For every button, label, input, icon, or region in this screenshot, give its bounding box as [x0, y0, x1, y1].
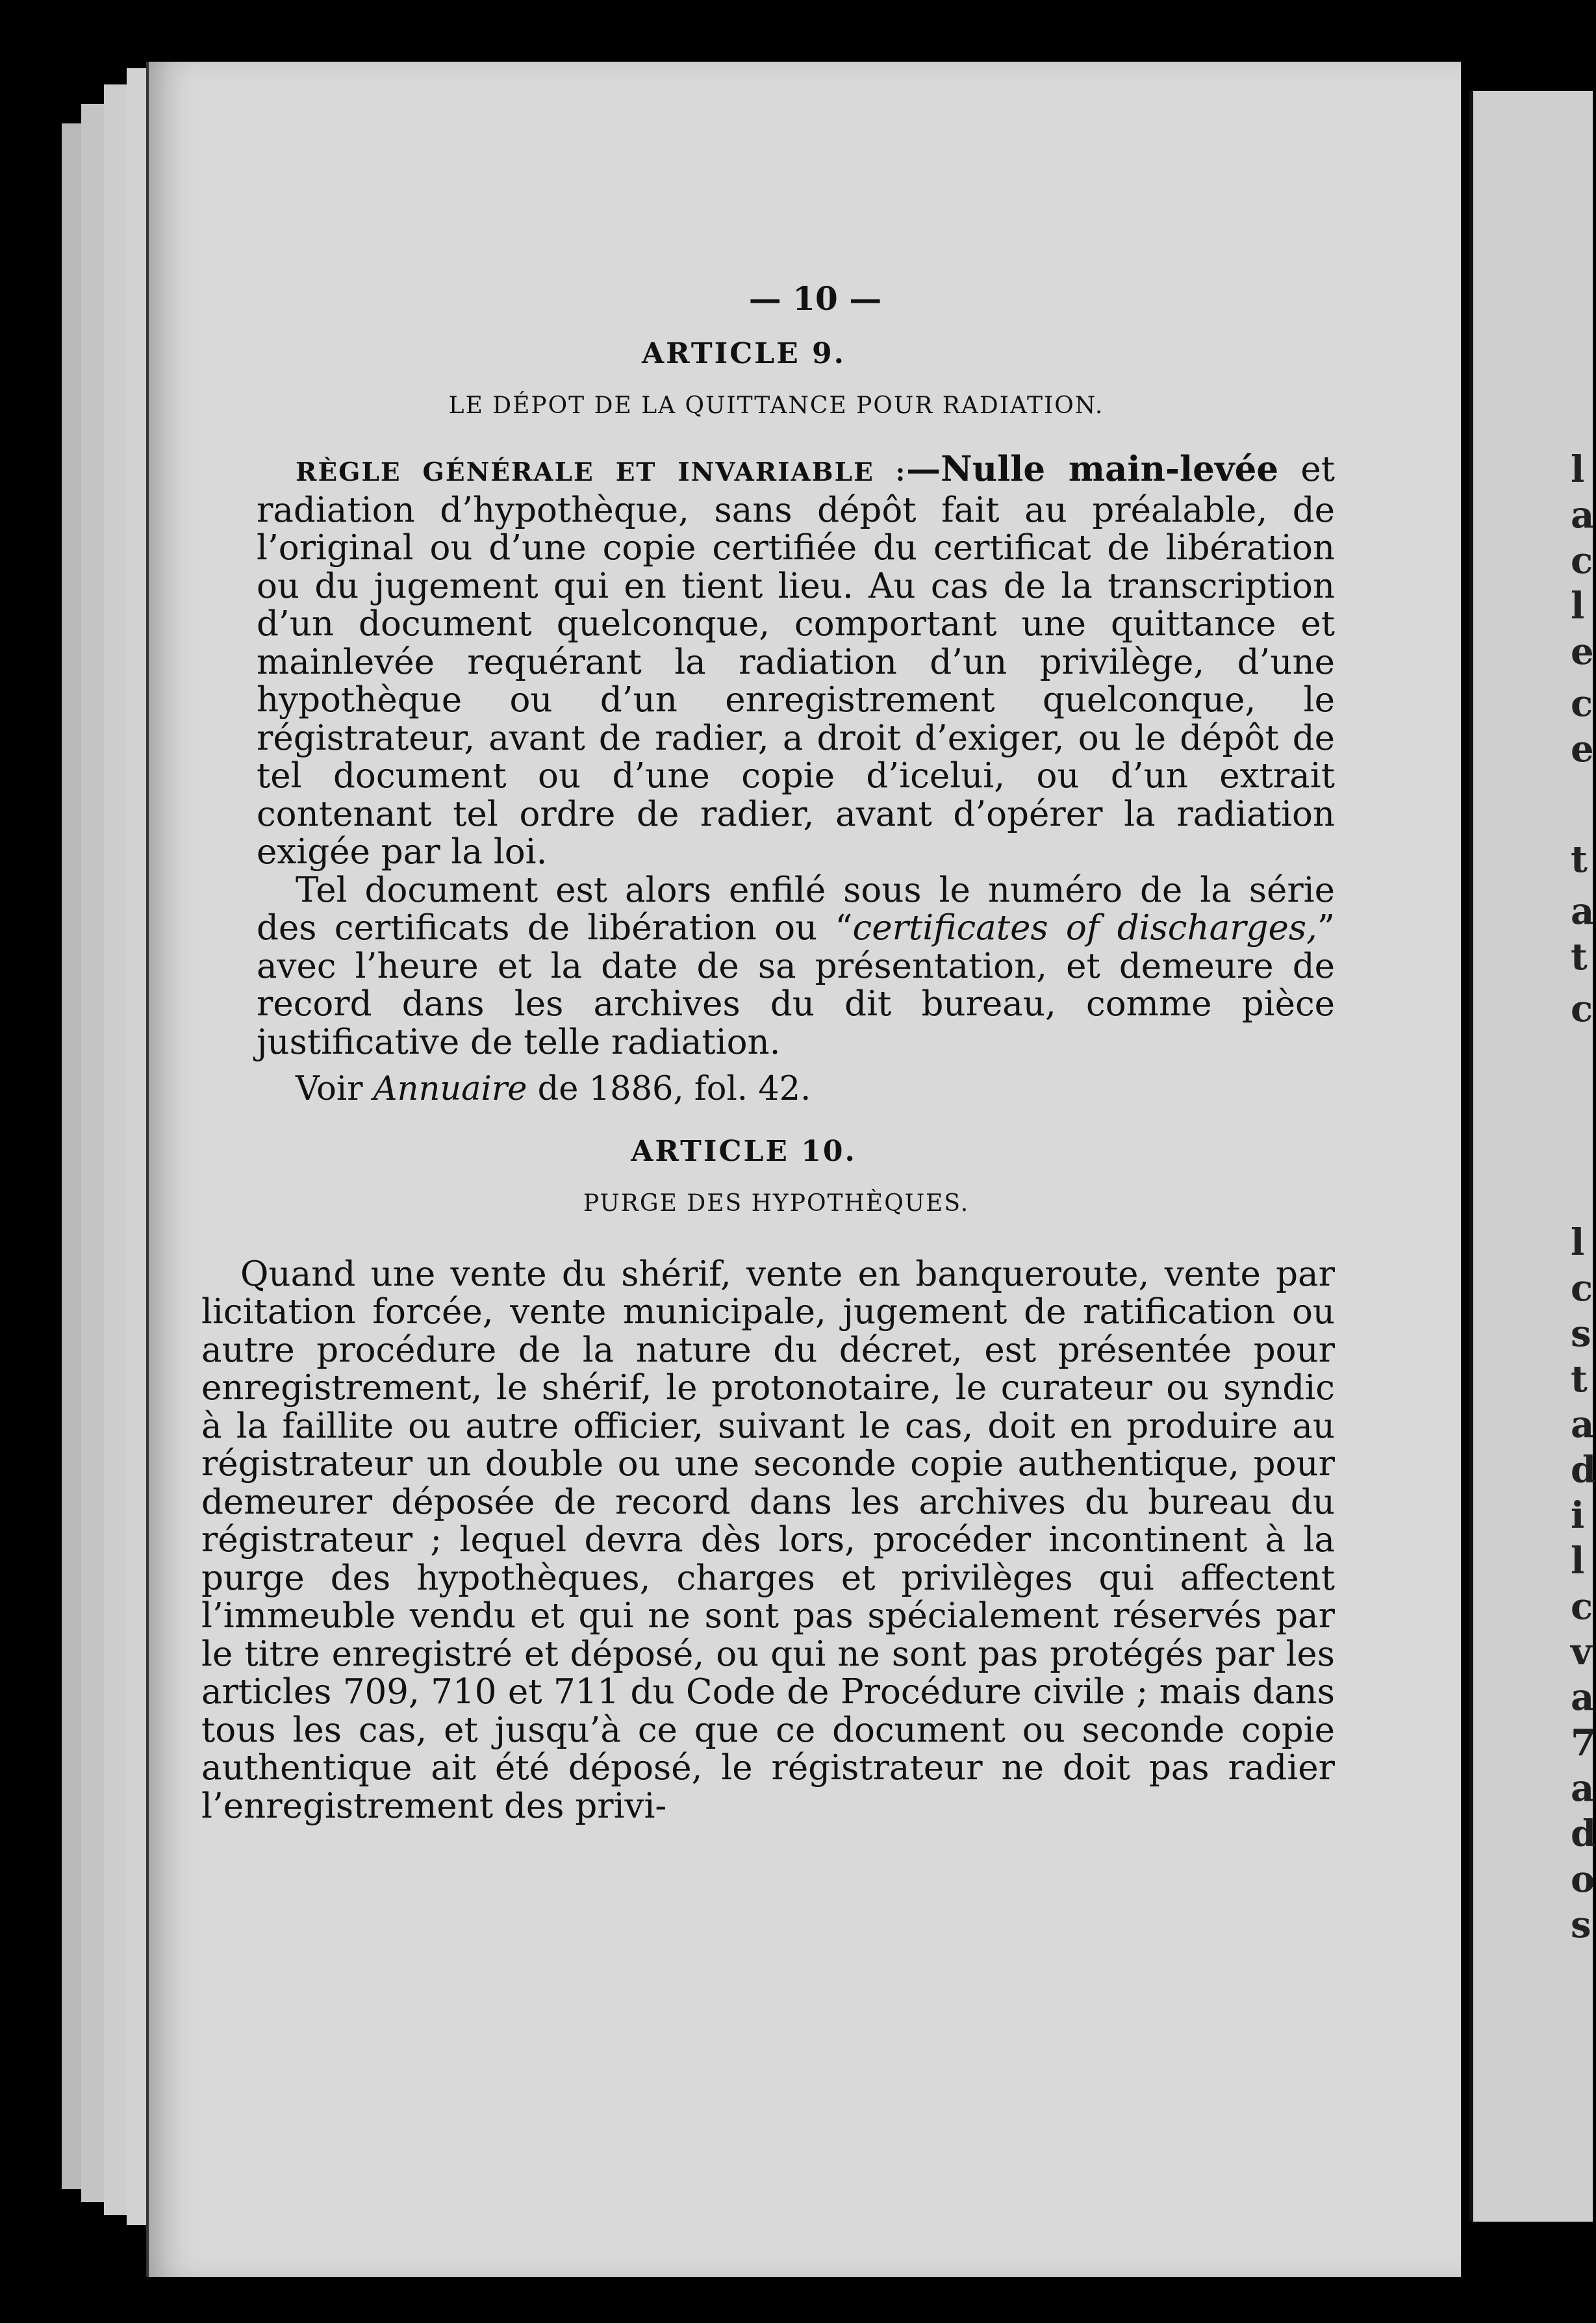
article-9-paragraph-2	[257, 872, 1335, 1062]
article-9-heading: ARTICLE 9.	[641, 337, 846, 370]
article-10-paragraph-1: Quand une vente du shérif, vente en banqueroute, vente par licitation forcée, vente municipale, jugement de ratification ou autre procédure de la nature du décret, est présentée pour enregistrement, le shérif, le protonotaire, le curateur ou syndic à la faillite ou autre officier, suivant le cas, doit en produire au régistrateur un double ou une seconde copie authentique, pour demeurer déposée de record dans les archives du bureau du régistrateur ; lequel devra dès lors, procéder incontinent à la purge des hypothèques, charges et privilèges qui affectent l’immeuble vendu et qui ne sont pas spécialement réservés par le titre enregistré et déposé, ou qui ne sont pas protégés par les articles 709, 710 et 711 du Code de Procédure civile ; mais dans tous les cas, et jusqu’à ce que ce document ou seconde copie authentique ait été déposé, le régistrateur ne doit pas radier l’enregistrement des privi-	[201, 1254, 1335, 1826]
adjacent-page-fragment: i	[1571, 1494, 1585, 1537]
adjacent-page-fragment: s	[1571, 1312, 1591, 1355]
rule-text-bold: —Nulle main-levée	[906, 449, 1279, 489]
adjacent-page-fragment: c	[1571, 1585, 1593, 1628]
page-number: — 10 —	[748, 279, 882, 318]
adjacent-page-fragment: s	[1571, 1903, 1591, 1946]
adjacent-page-fragment: l	[1571, 1221, 1585, 1264]
adjacent-page-fragment: l	[1571, 1540, 1585, 1582]
adjacent-page-fragment: a	[1571, 494, 1595, 537]
adjacent-page-fragment: d	[1571, 1449, 1596, 1492]
adjacent-page-fragment: a	[1571, 1403, 1595, 1446]
adjacent-page-fragment: v	[1571, 1631, 1592, 1673]
article-10-title: PURGE DES HYPOTHÈQUES.	[583, 1189, 970, 1217]
adjacent-page-fragment: l	[1571, 448, 1585, 491]
adjacent-page-fragment: d	[1571, 1812, 1596, 1855]
adjacent-page-fragment: l	[1571, 585, 1585, 628]
adjacent-page-fragment: a	[1571, 1676, 1595, 1719]
adjacent-page-fragment: c	[1571, 539, 1593, 582]
adjacent-page-fragment: t	[1571, 838, 1588, 881]
adjacent-page-fragment: c	[1571, 1267, 1593, 1310]
page-text	[201, 279, 1336, 1826]
paragraph-italic: certificates of discharges,	[852, 908, 1317, 948]
reference-text: Voir	[296, 1070, 374, 1108]
reference-text: de 1886, fol. 42.	[527, 1070, 811, 1108]
paragraph-text: ” avec l’heure et la date de sa présentation, et demeure de record dans les archives du dit bureau, comme pièce justificative de telle radiation.	[257, 908, 1336, 1062]
adjacent-page-fragment: c	[1571, 682, 1593, 725]
adjacent-page-fragment: a	[1571, 890, 1595, 933]
article-9-reference	[257, 1071, 1335, 1109]
adjacent-page-fragment: t	[1571, 1358, 1588, 1401]
adjacent-page-fragment: t	[1571, 935, 1588, 978]
adjacent-page	[1469, 91, 1596, 2222]
reference-italic: Annuaire	[373, 1070, 527, 1108]
article-10-heading: ARTICLE 10.	[631, 1134, 857, 1168]
article-9-title: LE DÉPOT DE LA QUITTANCE POUR RADIATION.	[448, 392, 1104, 419]
adjacent-page-fragment: e	[1571, 728, 1594, 770]
rule-label: RÈGLE GÉNÉRALE ET INVARIABLE :	[296, 457, 907, 487]
adjacent-page-fragment: o	[1571, 1858, 1595, 1901]
adjacent-page-fragment: e	[1571, 630, 1594, 673]
adjacent-page-fragment: a	[1571, 1767, 1595, 1810]
paragraph-text: et radiation d’hypothèque, sans dépôt fait au préalable, de l’original ou d’une copie certifiée du certificat de libération ou du jugement qui en tient lieu. Au cas de la transcription d’un document quelconque, comportant une quittance et mainlevée requérant la radiation d’un privilège, d’une hypothèque ou d’un enregistrement quelconque, le régistrateur, avant de radier, a droit d’exiger, ou le dépôt de tel document ou d’une copie d’icelui, ou d’un extrait contenant tel ordre de radier, avant d’opérer la radiation exigée par la loi.	[257, 450, 1335, 872]
article-9-paragraph-1	[257, 450, 1335, 872]
adjacent-page-fragment: c	[1571, 987, 1593, 1030]
paragraph-text: Tel document est alors enfilé sous le numéro de la série des certificats de libération ou “	[257, 870, 1335, 948]
adjacent-page-fragment: 7	[1571, 1721, 1596, 1764]
